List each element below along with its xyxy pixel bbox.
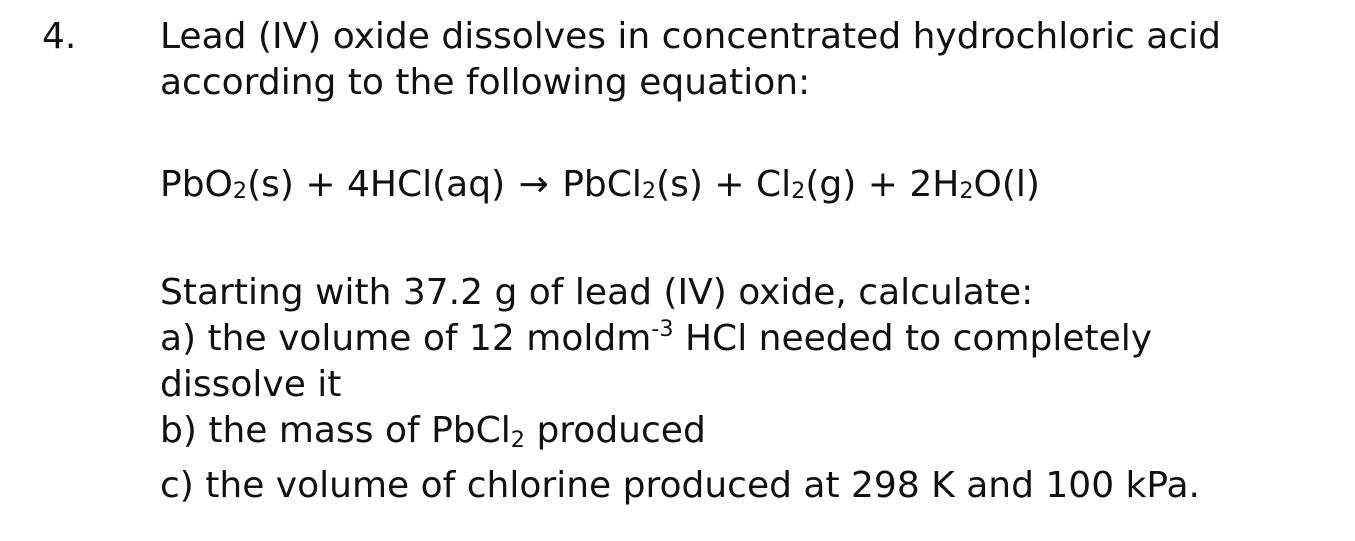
chemical-equation bbox=[160, 162, 1340, 214]
subscript: 2 bbox=[641, 177, 657, 204]
question-number: 4. bbox=[42, 16, 77, 57]
equation-text: (g) + 2H bbox=[805, 164, 960, 205]
equation-text: (s) + 4HCl(aq) bbox=[247, 164, 517, 205]
intro-line-1: Lead (IV) oxide dissolves in concentrated hydrochloric acid bbox=[160, 16, 1221, 57]
part-c-line: c) the volume of chlorine produced at 298 K and 100 kPa. bbox=[160, 464, 1200, 506]
reaction-arrow-icon: → bbox=[518, 164, 549, 205]
subscript: 2 bbox=[791, 177, 806, 204]
subscript: 2 bbox=[232, 177, 248, 204]
part-a-line-1 bbox=[160, 316, 1340, 362]
part-b-line bbox=[160, 408, 1340, 463]
spacer bbox=[160, 106, 1340, 162]
subscript: 2 bbox=[510, 426, 525, 453]
part-b-text: b) the mass of PbCl bbox=[160, 409, 511, 451]
equation-text: O(l) bbox=[973, 164, 1040, 205]
question-body bbox=[160, 14, 1340, 509]
subscript: 2 bbox=[959, 177, 974, 204]
intro-line-2: according to the following equation: bbox=[160, 62, 811, 103]
equation-text: PbO bbox=[160, 164, 233, 205]
superscript: -3 bbox=[651, 315, 674, 342]
part-a-line-2: dissolve it bbox=[160, 363, 342, 405]
part-a-text: a) the volume of 12 moldm bbox=[160, 317, 652, 359]
instruction-line: Starting with 37.2 g of lead (IV) oxide, calculate: bbox=[160, 271, 1034, 313]
equation-text: PbCl bbox=[550, 164, 642, 205]
spacer bbox=[160, 214, 1340, 270]
part-a-text: HCl needed to completely bbox=[673, 317, 1153, 359]
part-b-text: produced bbox=[525, 409, 706, 451]
equation-text: (s) + Cl bbox=[656, 164, 792, 205]
